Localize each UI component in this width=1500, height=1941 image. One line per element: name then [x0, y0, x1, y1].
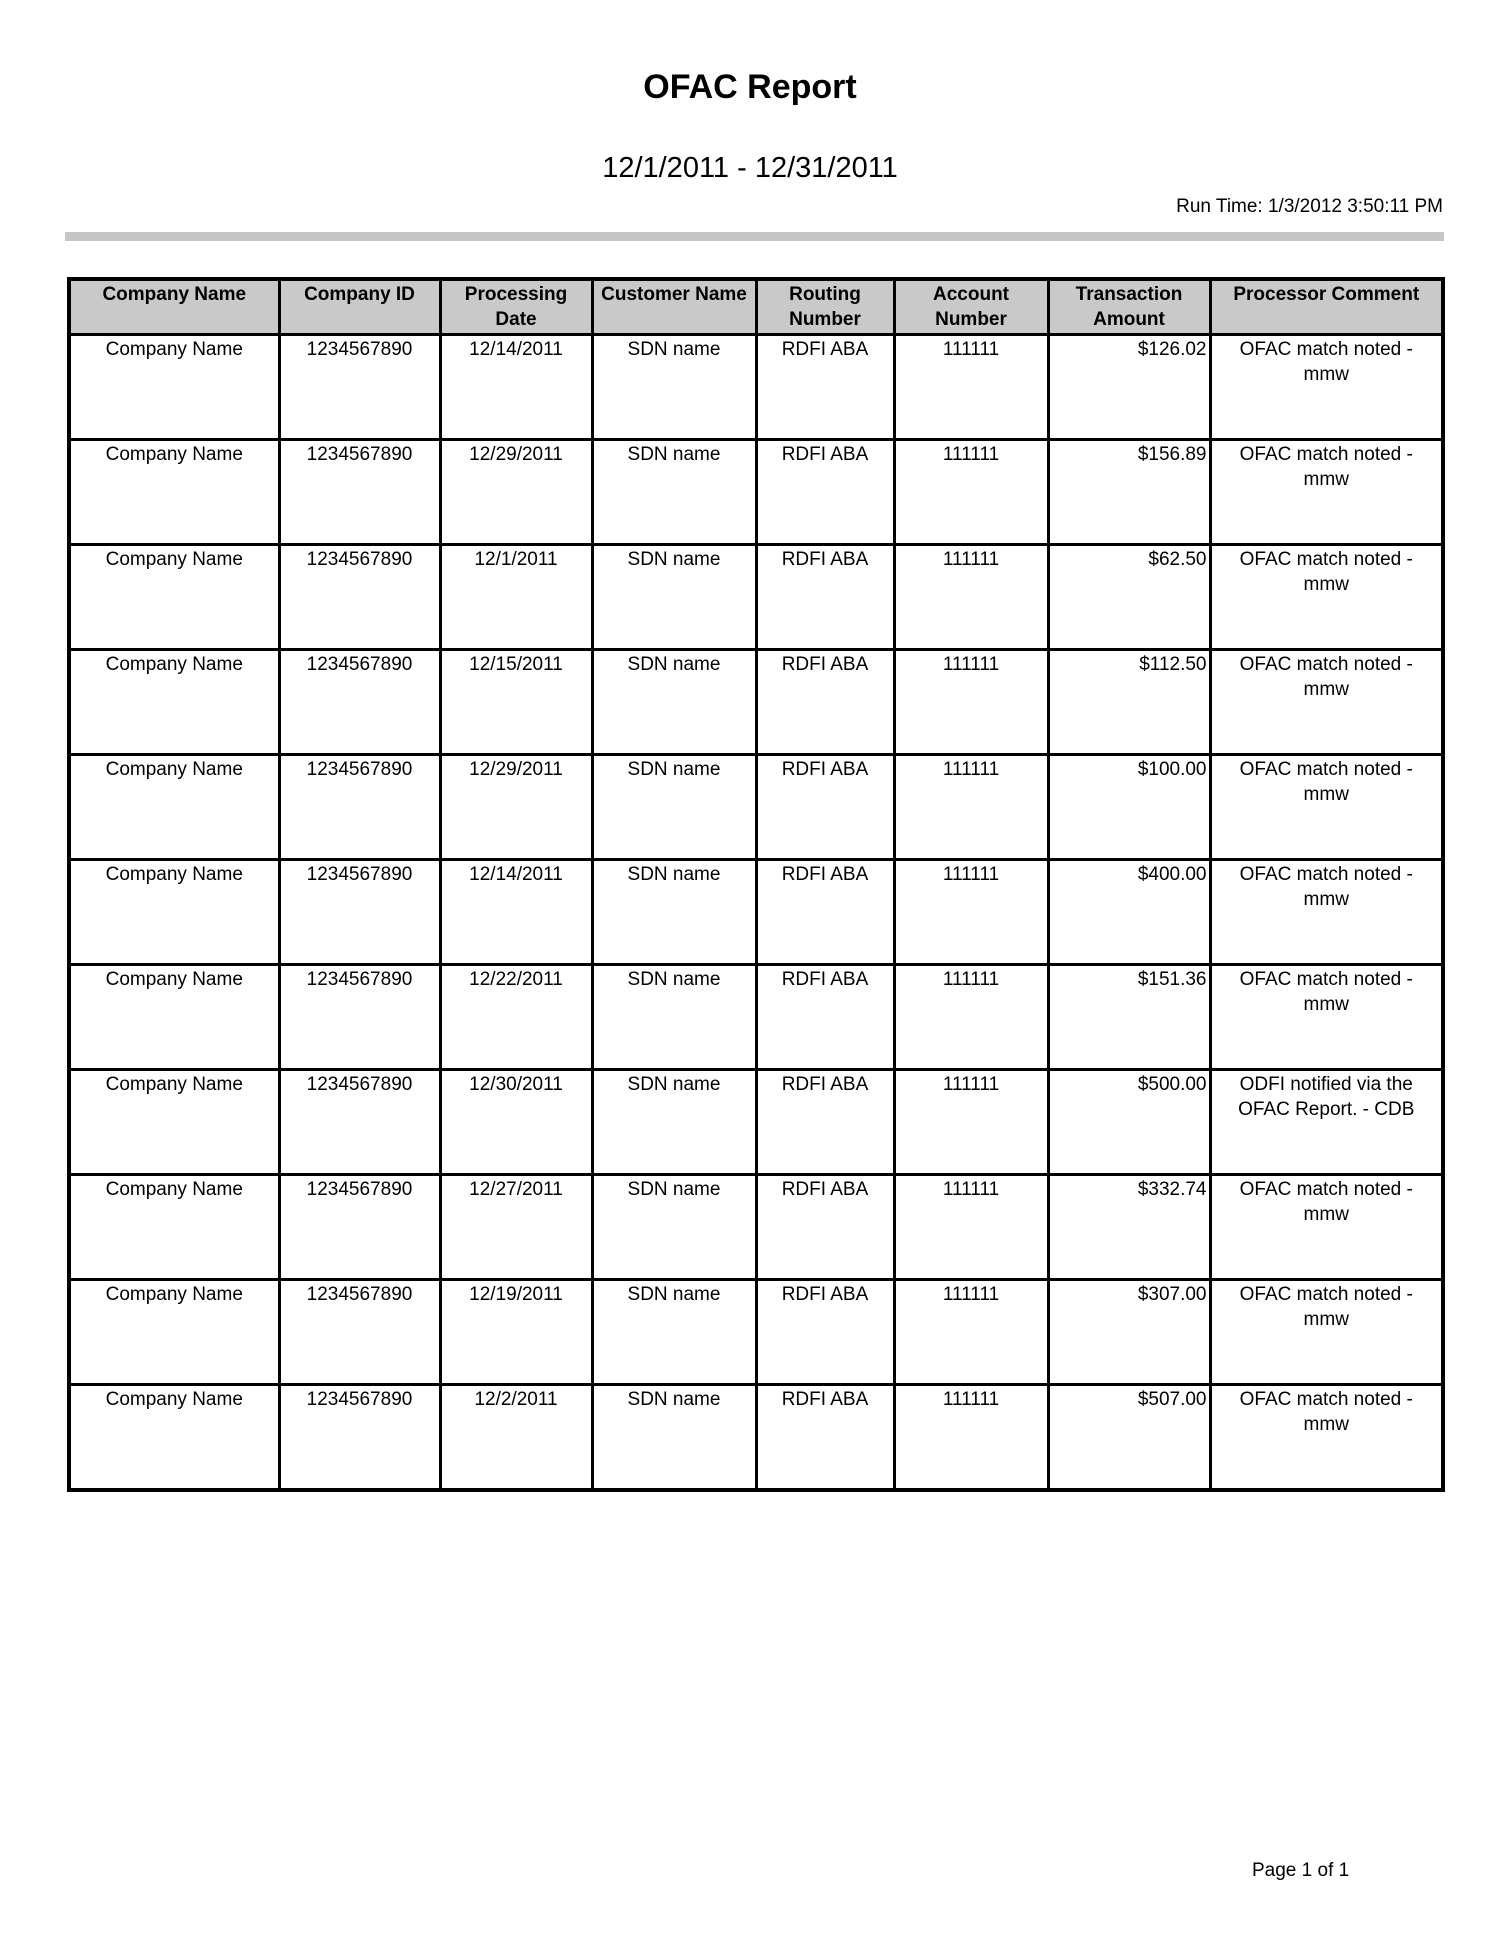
- cell-account-number: 111111: [894, 650, 1048, 755]
- cell-processing-date: 12/30/2011: [440, 1070, 592, 1175]
- cell-customer-name: SDN name: [592, 650, 756, 755]
- cell-transaction-amount: $112.50: [1048, 650, 1210, 755]
- table-row: [69, 545, 1443, 650]
- cell-processor-comment: OFAC match noted - mmw: [1210, 1385, 1443, 1491]
- cell-company-name: Company Name: [69, 440, 279, 545]
- cell-company-id: 1234567890: [279, 1070, 440, 1175]
- cell-routing-number: RDFI ABA: [756, 440, 894, 545]
- cell-account-number: 111111: [894, 1280, 1048, 1385]
- cell-processor-comment: OFAC match noted - mmw: [1210, 335, 1443, 440]
- cell-processor-comment: OFAC match noted - mmw: [1210, 755, 1443, 860]
- cell-routing-number: RDFI ABA: [756, 545, 894, 650]
- cell-customer-name: SDN name: [592, 545, 756, 650]
- table-row: [69, 1175, 1443, 1280]
- cell-customer-name: SDN name: [592, 1280, 756, 1385]
- cell-company-name: Company Name: [69, 755, 279, 860]
- cell-company-id: 1234567890: [279, 1175, 440, 1280]
- page-number: Page 1 of 1: [1252, 1860, 1350, 1881]
- cell-account-number: 111111: [894, 1385, 1048, 1491]
- cell-customer-name: SDN name: [592, 1385, 756, 1491]
- cell-transaction-amount: $507.00: [1048, 1385, 1210, 1491]
- cell-transaction-amount: $156.89: [1048, 440, 1210, 545]
- cell-company-name: Company Name: [69, 965, 279, 1070]
- cell-company-id: 1234567890: [279, 755, 440, 860]
- cell-transaction-amount: $400.00: [1048, 860, 1210, 965]
- cell-customer-name: SDN name: [592, 1070, 756, 1175]
- cell-company-id: 1234567890: [279, 335, 440, 440]
- cell-processing-date: 12/15/2011: [440, 650, 592, 755]
- cell-processor-comment: OFAC match noted - mmw: [1210, 440, 1443, 545]
- report-title: OFAC Report: [643, 68, 857, 106]
- cell-account-number: 111111: [894, 860, 1048, 965]
- cell-company-name: Company Name: [69, 860, 279, 965]
- ofac-report-table: [67, 277, 1445, 1492]
- table-row: [69, 1070, 1443, 1175]
- cell-company-id: 1234567890: [279, 860, 440, 965]
- cell-routing-number: RDFI ABA: [756, 965, 894, 1070]
- cell-routing-number: RDFI ABA: [756, 860, 894, 965]
- cell-company-name: Company Name: [69, 545, 279, 650]
- cell-company-id: 1234567890: [279, 650, 440, 755]
- table-row: [69, 650, 1443, 755]
- cell-processor-comment: OFAC match noted - mmw: [1210, 1175, 1443, 1280]
- header-account-number: Account Number: [894, 279, 1048, 335]
- cell-company-name: Company Name: [69, 650, 279, 755]
- table-row: [69, 755, 1443, 860]
- cell-company-id: 1234567890: [279, 965, 440, 1070]
- cell-company-name: Company Name: [69, 1280, 279, 1385]
- header-processor-comment: Processor Comment: [1210, 279, 1443, 335]
- cell-account-number: 111111: [894, 545, 1048, 650]
- cell-processing-date: 12/14/2011: [440, 335, 592, 440]
- table-row: [69, 1280, 1443, 1385]
- cell-routing-number: RDFI ABA: [756, 755, 894, 860]
- cell-processing-date: 12/19/2011: [440, 1280, 592, 1385]
- cell-company-name: Company Name: [69, 1385, 279, 1491]
- cell-processing-date: 12/27/2011: [440, 1175, 592, 1280]
- cell-company-id: 1234567890: [279, 1385, 440, 1491]
- cell-processor-comment: OFAC match noted - mmw: [1210, 545, 1443, 650]
- cell-company-id: 1234567890: [279, 545, 440, 650]
- cell-processor-comment: OFAC match noted - mmw: [1210, 965, 1443, 1070]
- cell-routing-number: RDFI ABA: [756, 335, 894, 440]
- cell-company-name: Company Name: [69, 335, 279, 440]
- cell-processor-comment: OFAC match noted - mmw: [1210, 650, 1443, 755]
- header-company-name: Company Name: [69, 279, 279, 335]
- report-run-time: Run Time: 1/3/2012 3:50:11 PM: [1176, 196, 1443, 217]
- header-divider: [65, 232, 1444, 241]
- cell-processing-date: 12/14/2011: [440, 860, 592, 965]
- cell-routing-number: RDFI ABA: [756, 1070, 894, 1175]
- cell-transaction-amount: $332.74: [1048, 1175, 1210, 1280]
- cell-company-name: Company Name: [69, 1175, 279, 1280]
- cell-account-number: 111111: [894, 440, 1048, 545]
- header-routing-number: Routing Number: [756, 279, 894, 335]
- cell-routing-number: RDFI ABA: [756, 1280, 894, 1385]
- header-company-id: Company ID: [279, 279, 440, 335]
- cell-transaction-amount: $100.00: [1048, 755, 1210, 860]
- cell-customer-name: SDN name: [592, 440, 756, 545]
- table-row: [69, 965, 1443, 1070]
- report-date-range: 12/1/2011 - 12/31/2011: [602, 152, 898, 184]
- cell-customer-name: SDN name: [592, 860, 756, 965]
- cell-routing-number: RDFI ABA: [756, 1385, 894, 1491]
- cell-account-number: 111111: [894, 1175, 1048, 1280]
- cell-processor-comment: ODFI notified via the OFAC Report. - CDB: [1210, 1070, 1443, 1175]
- table-header-row: [69, 279, 1443, 335]
- cell-processing-date: 12/29/2011: [440, 440, 592, 545]
- cell-transaction-amount: $62.50: [1048, 545, 1210, 650]
- header-transaction-amount: Transaction Amount: [1048, 279, 1210, 335]
- table-row: [69, 335, 1443, 440]
- cell-processing-date: 12/29/2011: [440, 755, 592, 860]
- cell-customer-name: SDN name: [592, 1175, 756, 1280]
- cell-company-id: 1234567890: [279, 440, 440, 545]
- cell-customer-name: SDN name: [592, 335, 756, 440]
- table-row: [69, 1385, 1443, 1491]
- table-row: [69, 440, 1443, 545]
- cell-transaction-amount: $126.02: [1048, 335, 1210, 440]
- cell-processing-date: 12/1/2011: [440, 545, 592, 650]
- cell-routing-number: RDFI ABA: [756, 1175, 894, 1280]
- cell-processing-date: 12/2/2011: [440, 1385, 592, 1491]
- header-customer-name: Customer Name: [592, 279, 756, 335]
- cell-processor-comment: OFAC match noted - mmw: [1210, 1280, 1443, 1385]
- cell-company-name: Company Name: [69, 1070, 279, 1175]
- cell-account-number: 111111: [894, 335, 1048, 440]
- cell-company-id: 1234567890: [279, 1280, 440, 1385]
- table-row: [69, 860, 1443, 965]
- cell-account-number: 111111: [894, 755, 1048, 860]
- cell-account-number: 111111: [894, 1070, 1048, 1175]
- cell-account-number: 111111: [894, 965, 1048, 1070]
- header-processing-date: Processing Date: [440, 279, 592, 335]
- cell-processor-comment: OFAC match noted - mmw: [1210, 860, 1443, 965]
- cell-customer-name: SDN name: [592, 965, 756, 1070]
- cell-transaction-amount: $151.36: [1048, 965, 1210, 1070]
- cell-customer-name: SDN name: [592, 755, 756, 860]
- cell-transaction-amount: $500.00: [1048, 1070, 1210, 1175]
- cell-transaction-amount: $307.00: [1048, 1280, 1210, 1385]
- cell-routing-number: RDFI ABA: [756, 650, 894, 755]
- cell-processing-date: 12/22/2011: [440, 965, 592, 1070]
